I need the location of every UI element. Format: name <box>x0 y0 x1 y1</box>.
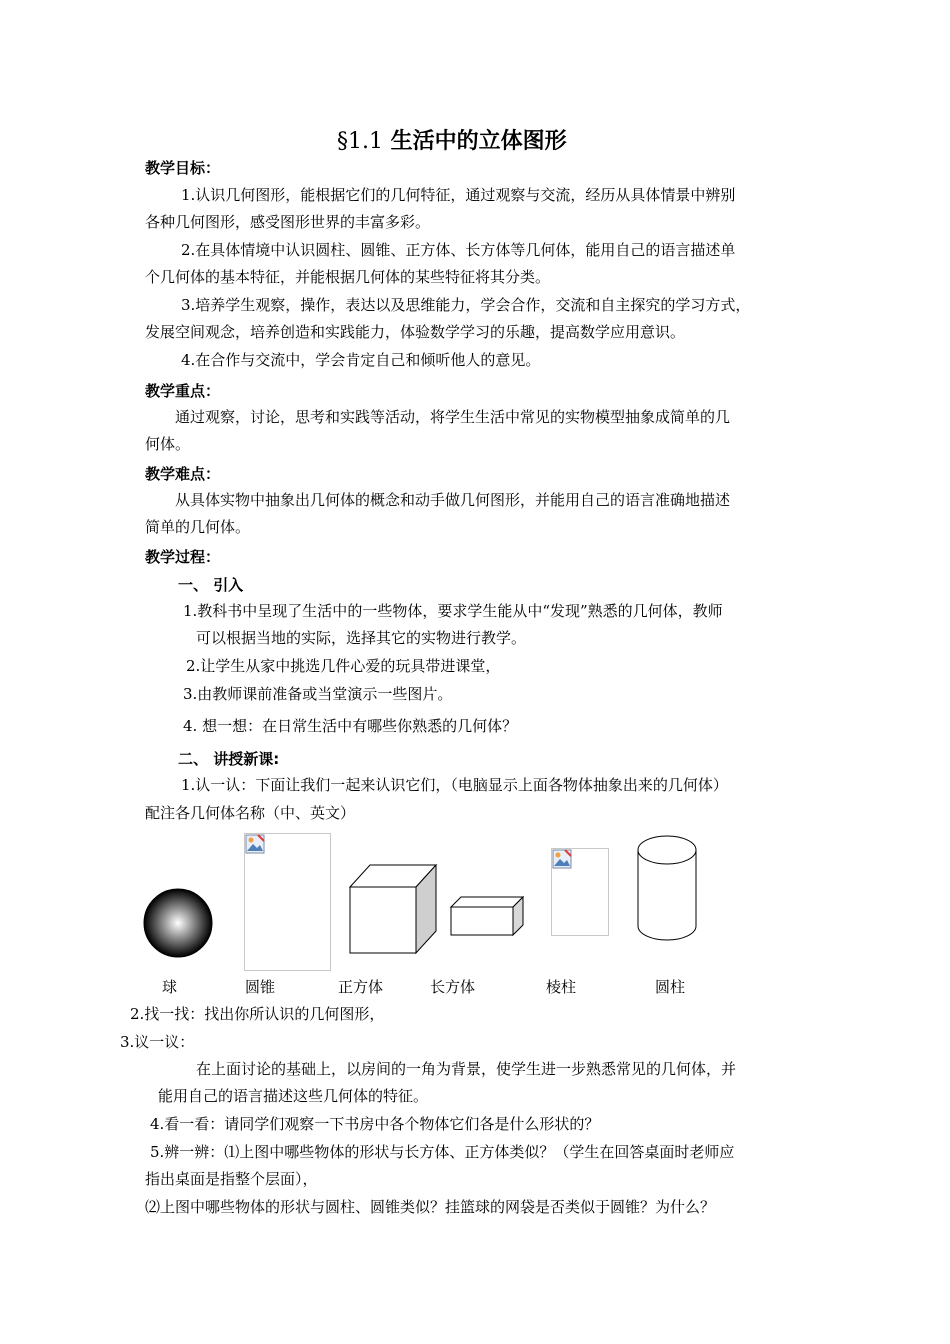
part2-heading: 二、 讲授新课: <box>178 750 280 768</box>
broken-image-icon <box>552 849 572 869</box>
activity-5-line1: 5.辨一辨：⑴上图中哪些物体的形状与长方体、正方体类似？（学生在回答桌面时老师应 <box>150 1143 735 1161</box>
label-cone: 圆锥 <box>245 978 276 996</box>
label-cylinder: 圆柱 <box>655 978 686 996</box>
key-points-heading: 教学重点： <box>145 382 221 400</box>
part1-item4: 4. 想一想：在日常生活中有哪些你熟悉的几何体？ <box>183 717 518 735</box>
cylinder-shape <box>635 834 699 944</box>
broken-image-icon <box>245 834 265 854</box>
activity-3-heading: 3.议一议： <box>120 1033 195 1051</box>
part2-item1-line1: 1.认一认：下面让我们一起来认识它们，（电脑显示上面各物体抽象出来的几何体） <box>181 776 728 794</box>
objective-3-line1: 3.培养学生观察，操作，表达以及思维能力，学会合作，交流和自主探究的学习方式， <box>181 296 751 314</box>
part1-heading: 一、 引入 <box>178 576 244 594</box>
label-prism: 棱柱 <box>546 978 577 996</box>
objective-1-line1: 1.认识几何图形，能根据它们的几何特征，通过观察与交流，经历从具体情景中辨别 <box>181 186 736 204</box>
activity-5-line3: ⑵上图中哪些物体的形状与圆柱、圆锥类似？挂篮球的网袋是否类似于圆锥？为什么？ <box>145 1198 716 1216</box>
cone-image-placeholder <box>244 833 331 971</box>
difficulties-heading: 教学难点： <box>145 465 221 483</box>
objective-2-line1: 2.在具体情境中认识圆柱、圆锥、正方体、长方体等几何体，能用自己的语言描述单 <box>181 241 736 259</box>
part2-item1-line2: 配注各几何体名称（中、英文） <box>145 804 356 822</box>
objectives-heading: 教学目标： <box>145 159 221 177</box>
objective-3-line2: 发展空间观念，培养创造和实践能力，体验数学学习的乐趣，提高数学应用意识。 <box>145 323 686 341</box>
cuboid-shape <box>449 895 525 939</box>
activity-3-line2: 能用自己的语言描述这些几何体的特征。 <box>158 1087 429 1105</box>
title-text: 生活中的立体图形 <box>390 129 567 154</box>
part1-item1-line2: 可以根据当地的实际，选择其它的实物进行教学。 <box>196 629 527 647</box>
label-cuboid: 长方体 <box>430 978 476 996</box>
section-number: §1.1 <box>337 129 383 154</box>
label-sphere: 球 <box>162 978 178 996</box>
cube-shape <box>348 863 440 955</box>
objective-4-line1: 4.在合作与交流中，学会肯定自己和倾听他人的意见。 <box>181 351 541 369</box>
process-heading: 教学过程： <box>145 548 221 566</box>
sphere-shape <box>140 885 216 961</box>
activity-2: 2.找一找：找出你所认识的几何图形， <box>130 1005 385 1023</box>
part1-item2: 2.让学生从家中挑选几件心爱的玩具带进课堂， <box>186 657 501 675</box>
difficulties-line2: 简单的几何体。 <box>145 518 251 536</box>
key-points-line1: 通过观察，讨论，思考和实践等活动，将学生生活中常见的实物模型抽象成简单的几 <box>175 408 731 426</box>
activity-4: 4.看一看：请同学们观察一下书房中各个物体它们各是什么形状的？ <box>150 1115 600 1133</box>
activity-3-line1: 在上面讨论的基础上，以房间的一角为背景，使学生进一步熟悉常见的几何体，并 <box>196 1060 737 1078</box>
part1-item3: 3.由教师课前准备或当堂演示一些图片。 <box>183 685 453 703</box>
page-title <box>337 124 567 155</box>
label-cube: 正方体 <box>338 978 384 996</box>
objective-2-line2: 个几何体的基本特征，并能根据几何体的某些特征将其分类。 <box>145 268 551 286</box>
prism-image-placeholder <box>551 848 609 936</box>
activity-5-line2: 指出桌面是指整个层面）， <box>145 1170 318 1188</box>
objective-1-line2: 各种几何图形，感受图形世界的丰富多彩。 <box>145 213 431 231</box>
key-points-line2: 何体。 <box>145 435 191 453</box>
difficulties-line1: 从具体实物中抽象出几何体的概念和动手做几何图形，并能用自己的语言准确地描述 <box>175 491 731 509</box>
part1-item1-line1: 1.教科书中呈现了生活中的一些物体，要求学生能从中“发现”熟悉的几何体，教师 <box>183 602 723 620</box>
